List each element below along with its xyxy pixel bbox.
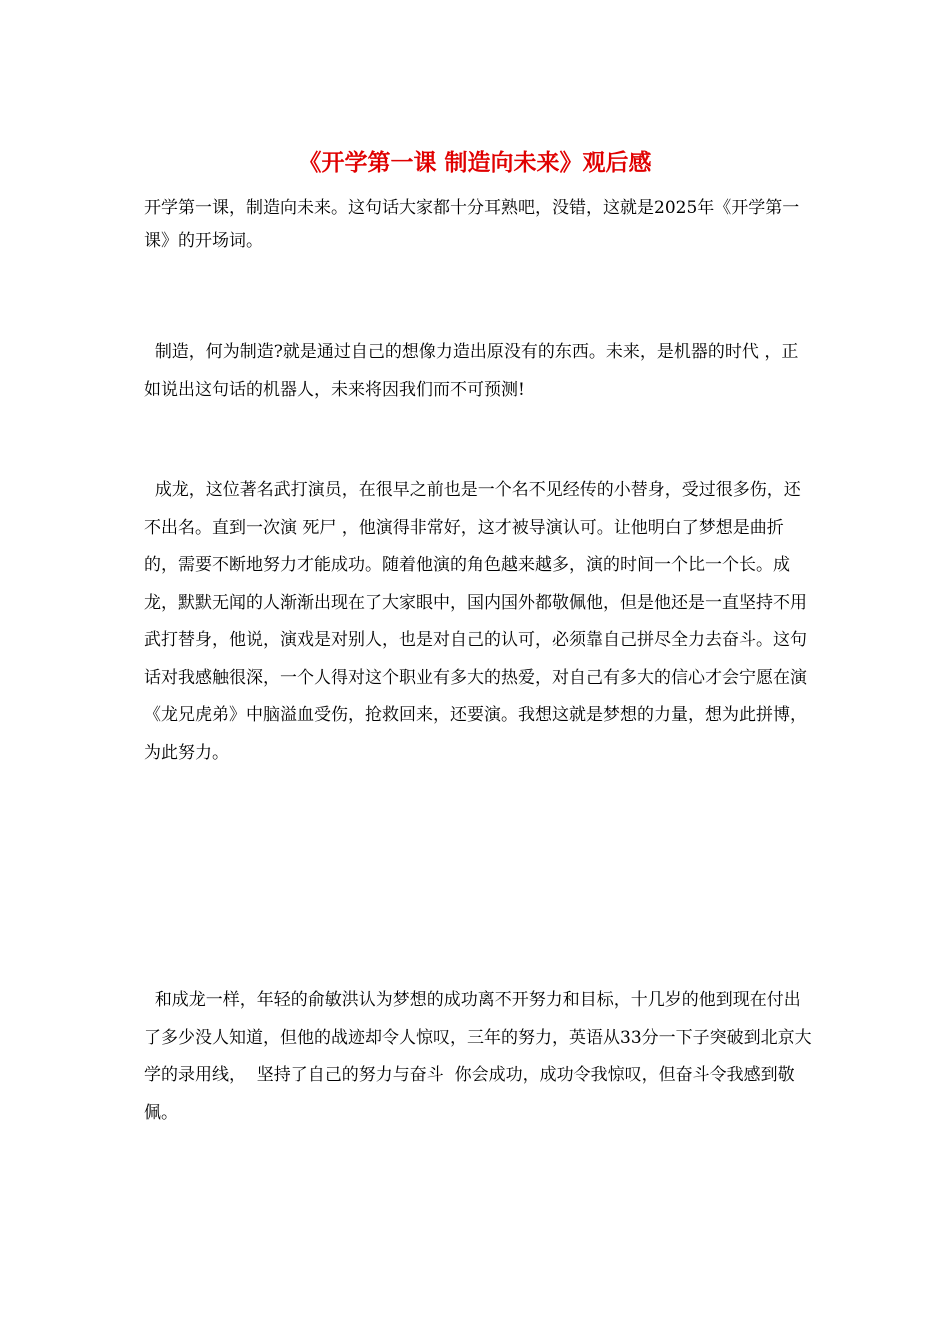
document-title: 《开学第一课 制造向未来》观后感 [298,149,652,176]
paragraph-1: 开学第一课，制造向未来。这句话大家都十分耳熟吧，没错，这就是2025年《开学第一课》的开场词。 [144,198,800,251]
paragraph-3: 成龙，这位著名武打演员，在很早之前也是一个名不见经传的小替身，受过很多伤，还不出名。直到一次演 死尸 ，他演得非常好，这才被导演认可。让他明白了梦想是曲折的，需要不断地努力才能成功。随着他演的角色越来越多，演的时间一个比一个长。成龙，默默无闻的人渐渐出现在了大家眼中，国内国外都敬佩他，但是他还是一直坚持不用武打替身，他说，演戏是对别人，也是对自己的认可，必须靠自己拼尽全力去奋斗。这句话对我感触很深，一个人得对这个职业有多大的热爱，对自己有多大的信心才会宁愿在演《龙兄虎弟》中脑溢血受伤，抢救回来，还要演。我想这就是梦想的力量，想为此拼博，为此努力。 [144,480,807,763]
paragraph-2: 制造，何为制造?就是通过自己的想像力造出原没有的东西。未来，是机器的时代 ，正如说出这句话的机器人，未来将因我们而不可预测! [144,342,799,400]
paragraph-4: 和成龙一样，年轻的俞敏洪认为梦想的成功离不开努力和目标，十几岁的他到现在付出了多少没人知道，但他的战迹却令人惊叹，三年的努力，英语从33分一下子突破到北京大学的录用线， 坚持了自己的努力与奋斗 你会成功，成功令我惊叹，但奋斗令我感到敬佩。 [144,990,812,1123]
